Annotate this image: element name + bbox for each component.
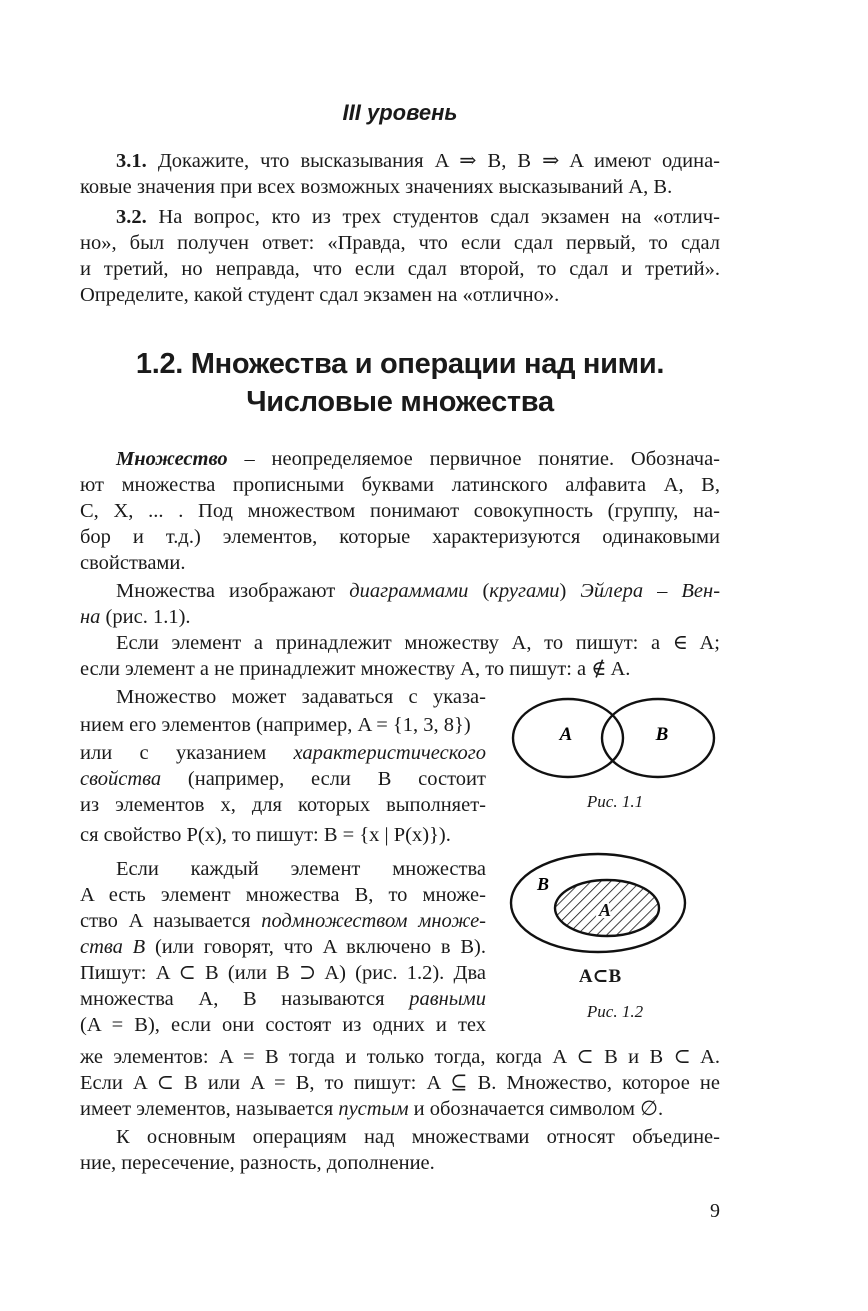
subset-diagram-fig-1-2 bbox=[505, 848, 695, 958]
task-3-2-line-1: 3.2. На вопрос, кто из трех студентов сдал экзамен на «отлич- bbox=[116, 206, 720, 228]
subset-paragraph-continued: же элементов: A = B тогда и только тогда, когда A ⊂ B и B ⊂ A. Если A ⊂ B или A = B, то пишут: A ⊆ B. Множество, которое не имеет элементов, называется пустым и обозначается символом ∅. bbox=[80, 1046, 720, 1120]
task-3-1 bbox=[80, 148, 720, 200]
task-3-1-line-2: ковые значения при всех возможных значениях высказываний A, B. bbox=[80, 176, 673, 198]
specification-paragraph: Множество может задаваться с указа- нием его элементов (например, A = {1, 3, 8}) или с указанием характеристического свойства (например, если B состоит из элементов x, для которых выполняет- ся свойство P(x), то пишут: B = {x | P(x)}). bbox=[80, 686, 486, 846]
fig-1-1-caption: Рис. 1.1 bbox=[586, 792, 644, 811]
term-set: Множество bbox=[116, 448, 228, 470]
task-3-2-line-2: но», был получен ответ: «Правда, что если сдал первый, то сдал bbox=[80, 232, 720, 254]
venn-diagram-fig-1-1 bbox=[505, 692, 725, 782]
fig-1-2-caption: Рис. 1.2 bbox=[586, 1002, 644, 1021]
fig-1-2-relation: A⊂B bbox=[578, 966, 622, 987]
section-title-line-1: 1.2. Множества и операции над ними. bbox=[135, 348, 665, 380]
fig-1-2-label-b: B bbox=[536, 874, 550, 894]
page-number: 9 bbox=[710, 1200, 720, 1222]
task-3-2-line-3: и третий, но неправда, что если сдал второй, то сдал и третий». bbox=[80, 258, 720, 280]
task-3-2-line-4: Определите, какой студент сдал экзамен на «отлично». bbox=[80, 284, 560, 306]
section-title-line-2: Числовые множества bbox=[246, 386, 554, 418]
membership-paragraph: Если элемент a принадлежит множеству A, то пишут: a ∈ A; если элемент a не принадлежит множеству A, то пишут: a ∉ A. bbox=[80, 632, 720, 680]
euler-paragraph: Множества изображают диаграммами (кругами) Эйлера – Вен- на (рис. 1.1). bbox=[80, 580, 721, 628]
section-title bbox=[0, 345, 800, 421]
subset-paragraph: Если каждый элемент множества A есть элемент множества B, то множе- ство A называется подмножеством множе- ства B (или говорят, что A включено в B). Пишут: A ⊂ B (или B ⊃ A) (рис. 1.2). Два множества A, B называются равными (A = B), если они состоят из одних и тех bbox=[80, 858, 486, 1036]
level-heading: III уровень bbox=[342, 100, 458, 125]
operations-paragraph: К основным операциям над множествами относят объедине- ние, пересечение, разность, дополнение. bbox=[80, 1126, 720, 1174]
fig-1-1-label-b: B bbox=[655, 724, 669, 745]
task-3-2 bbox=[80, 204, 720, 308]
fig-1-2-label-a: A bbox=[598, 900, 612, 920]
task-3-1-line-1: 3.1. Докажите, что высказывания A ⇒ B, B ⇒ A имеют одина- bbox=[116, 150, 721, 172]
definition-paragraph: Множество – неопределяемое первичное понятие. Обознача- ют множества прописными буквами латинского алфавита A, B, C, X, ... . Под множеством понимают совокупность (группу, на- бор и т.д.) элементов, которые характеризуются одинаковыми свойствами. bbox=[80, 448, 720, 574]
fig-1-1-label-a: A bbox=[559, 724, 573, 745]
